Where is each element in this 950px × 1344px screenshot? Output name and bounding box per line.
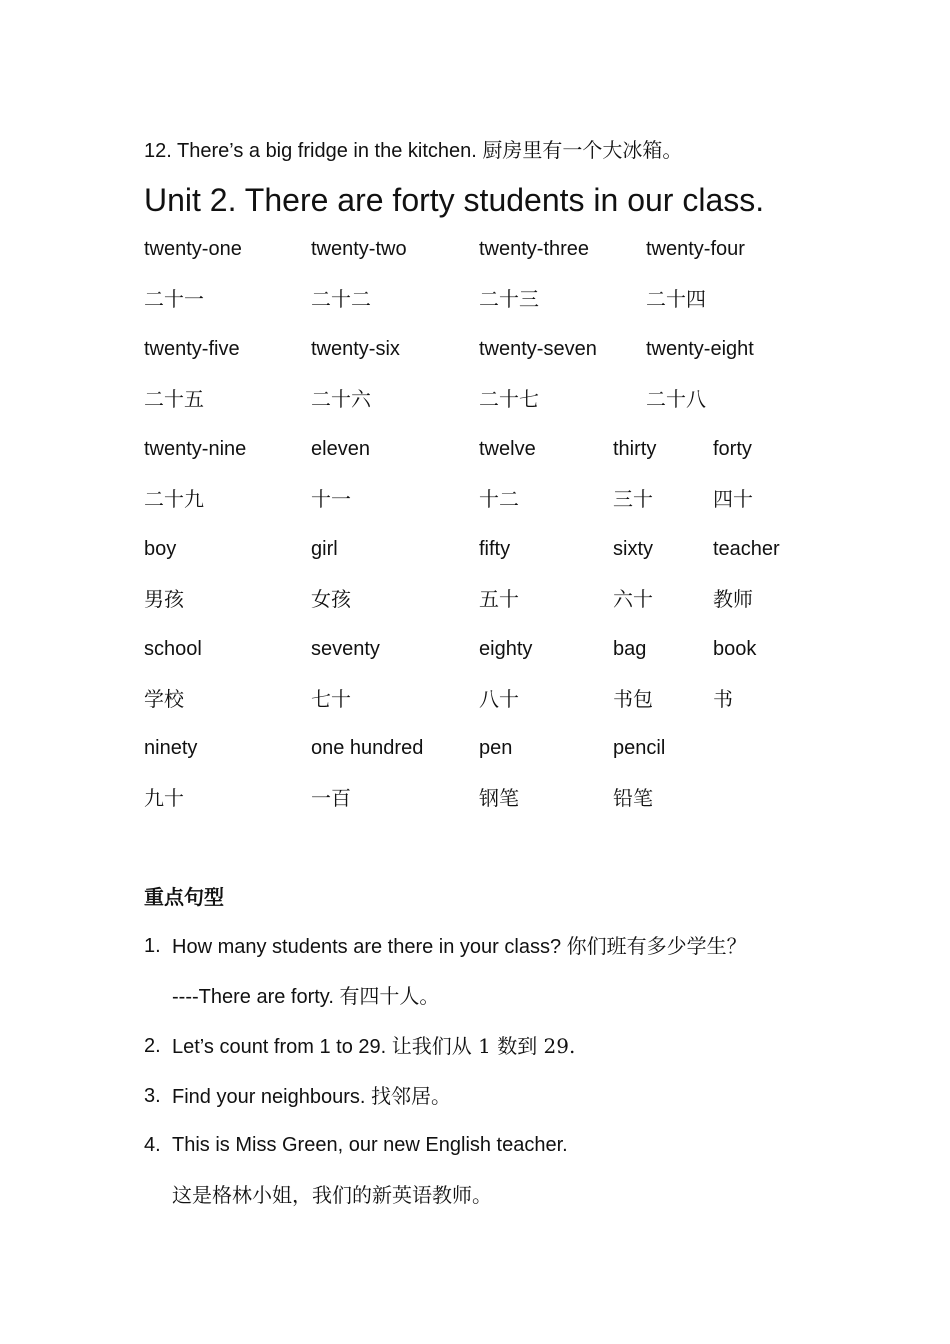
vocab-word-english: eleven [311, 438, 370, 460]
vocab-word-chinese: 十一 [311, 487, 351, 511]
sentence-english: This is Miss Green, our new English teacher. [172, 1134, 568, 1156]
sentence-line [172, 1182, 492, 1209]
sentence-line [172, 983, 439, 1010]
sentence-english: ----There are forty. [172, 986, 334, 1008]
vocab-word-english: pencil [613, 737, 666, 759]
sentence-chinese: 有四十人。 [339, 984, 440, 1008]
vocab-word-chinese: 二十八 [646, 387, 706, 411]
vocab-word-chinese: 二十九 [144, 487, 204, 511]
sentence-chinese: 这是格林小姐，我们的新英语教师。 [172, 1183, 492, 1207]
vocab-word-english: one hundred [311, 737, 424, 759]
sentence-number: 4. [144, 1134, 161, 1156]
vocab-word-english: twenty-two [311, 238, 407, 260]
vocab-word-chinese: 二十五 [144, 387, 204, 411]
vocab-word-chinese: 十二 [479, 487, 519, 511]
key-sentences-heading: 重点句型 [144, 885, 224, 909]
vocab-word-english: twelve [479, 438, 536, 460]
vocab-word-chinese: 女孩 [311, 587, 351, 611]
top-sentence-english: 12. There’s a big fridge in the kitchen. [144, 140, 477, 162]
vocab-word-chinese: 二十三 [479, 287, 539, 311]
sentence-chinese: 你们班有多少学生？ [566, 934, 747, 958]
sentence-line [172, 1083, 451, 1110]
vocab-word-chinese: 二十七 [479, 387, 539, 411]
vocab-word-chinese: 七十 [311, 687, 351, 711]
vocab-word-chinese: 一百 [311, 786, 351, 810]
vocab-word-english: bag [613, 638, 647, 660]
vocab-word-english: twenty-six [311, 338, 400, 360]
vocab-word-english: twenty-seven [479, 338, 597, 360]
vocab-word-chinese: 五十 [479, 587, 519, 611]
vocab-word-chinese: 男孩 [144, 587, 184, 611]
vocab-word-english: girl [311, 538, 338, 560]
vocab-word-english: twenty-eight [646, 338, 754, 360]
vocab-word-english: twenty-three [479, 238, 590, 260]
sentence-number: 3. [144, 1085, 161, 1107]
vocab-word-chinese: 二十六 [311, 387, 371, 411]
vocab-word-english: seventy [311, 638, 380, 660]
vocab-word-english: teacher [713, 538, 780, 560]
vocab-word-chinese: 书 [713, 687, 733, 711]
vocab-word-chinese: 二十二 [311, 287, 371, 311]
vocab-word-english: twenty-nine [144, 438, 247, 460]
vocab-word-chinese: 九十 [144, 786, 184, 810]
vocab-word-chinese: 二十四 [646, 287, 706, 311]
vocab-word-english: twenty-one [144, 238, 242, 260]
vocab-word-chinese: 铅笔 [613, 786, 653, 810]
vocab-word-chinese: 六十 [613, 587, 653, 611]
vocab-word-english: twenty-four [646, 238, 745, 260]
vocab-word-chinese: 三十 [613, 487, 653, 511]
sentence-english: How many students are there in your class? [172, 936, 562, 958]
top-sentence-chinese: 厨房里有一个大冰箱。 [482, 138, 683, 162]
sentence-line [172, 1033, 575, 1060]
vocab-word-english: forty [713, 438, 752, 460]
vocab-word-english: twenty-five [144, 338, 240, 360]
vocab-word-chinese: 八十 [479, 687, 519, 711]
vocab-word-chinese: 书包 [613, 687, 653, 711]
sentence-line [172, 933, 747, 960]
sentence-number: 2. [144, 1035, 161, 1057]
vocab-word-english: fifty [479, 538, 511, 560]
vocab-word-chinese: 教师 [713, 587, 753, 611]
sentence-english: Let’s count from 1 to 29. [172, 1036, 387, 1058]
vocab-word-english: pen [479, 737, 513, 759]
vocab-word-english: school [144, 638, 202, 660]
vocab-word-english: boy [144, 538, 177, 560]
sentence-line [172, 1132, 568, 1158]
vocab-word-chinese: 钢笔 [479, 786, 519, 810]
sentence-chinese: 找邻居。 [371, 1084, 452, 1108]
vocab-word-english: ninety [144, 737, 198, 759]
sentence-chinese: 让我们从 1 数到 29. [391, 1034, 576, 1058]
vocab-word-chinese: 学校 [144, 687, 184, 711]
vocab-word-chinese: 四十 [713, 487, 753, 511]
sentence-number: 1. [144, 935, 161, 957]
vocab-word-english: sixty [613, 538, 653, 560]
vocab-word-english: thirty [613, 438, 657, 460]
top-sentence [144, 137, 682, 164]
vocab-word-english: eighty [479, 638, 533, 660]
vocab-word-chinese: 二十一 [144, 287, 204, 311]
sentence-english: Find your neighbours. [172, 1086, 366, 1108]
vocab-word-english: book [713, 638, 757, 660]
unit-title: Unit 2. There are forty students in our class. [144, 182, 765, 218]
